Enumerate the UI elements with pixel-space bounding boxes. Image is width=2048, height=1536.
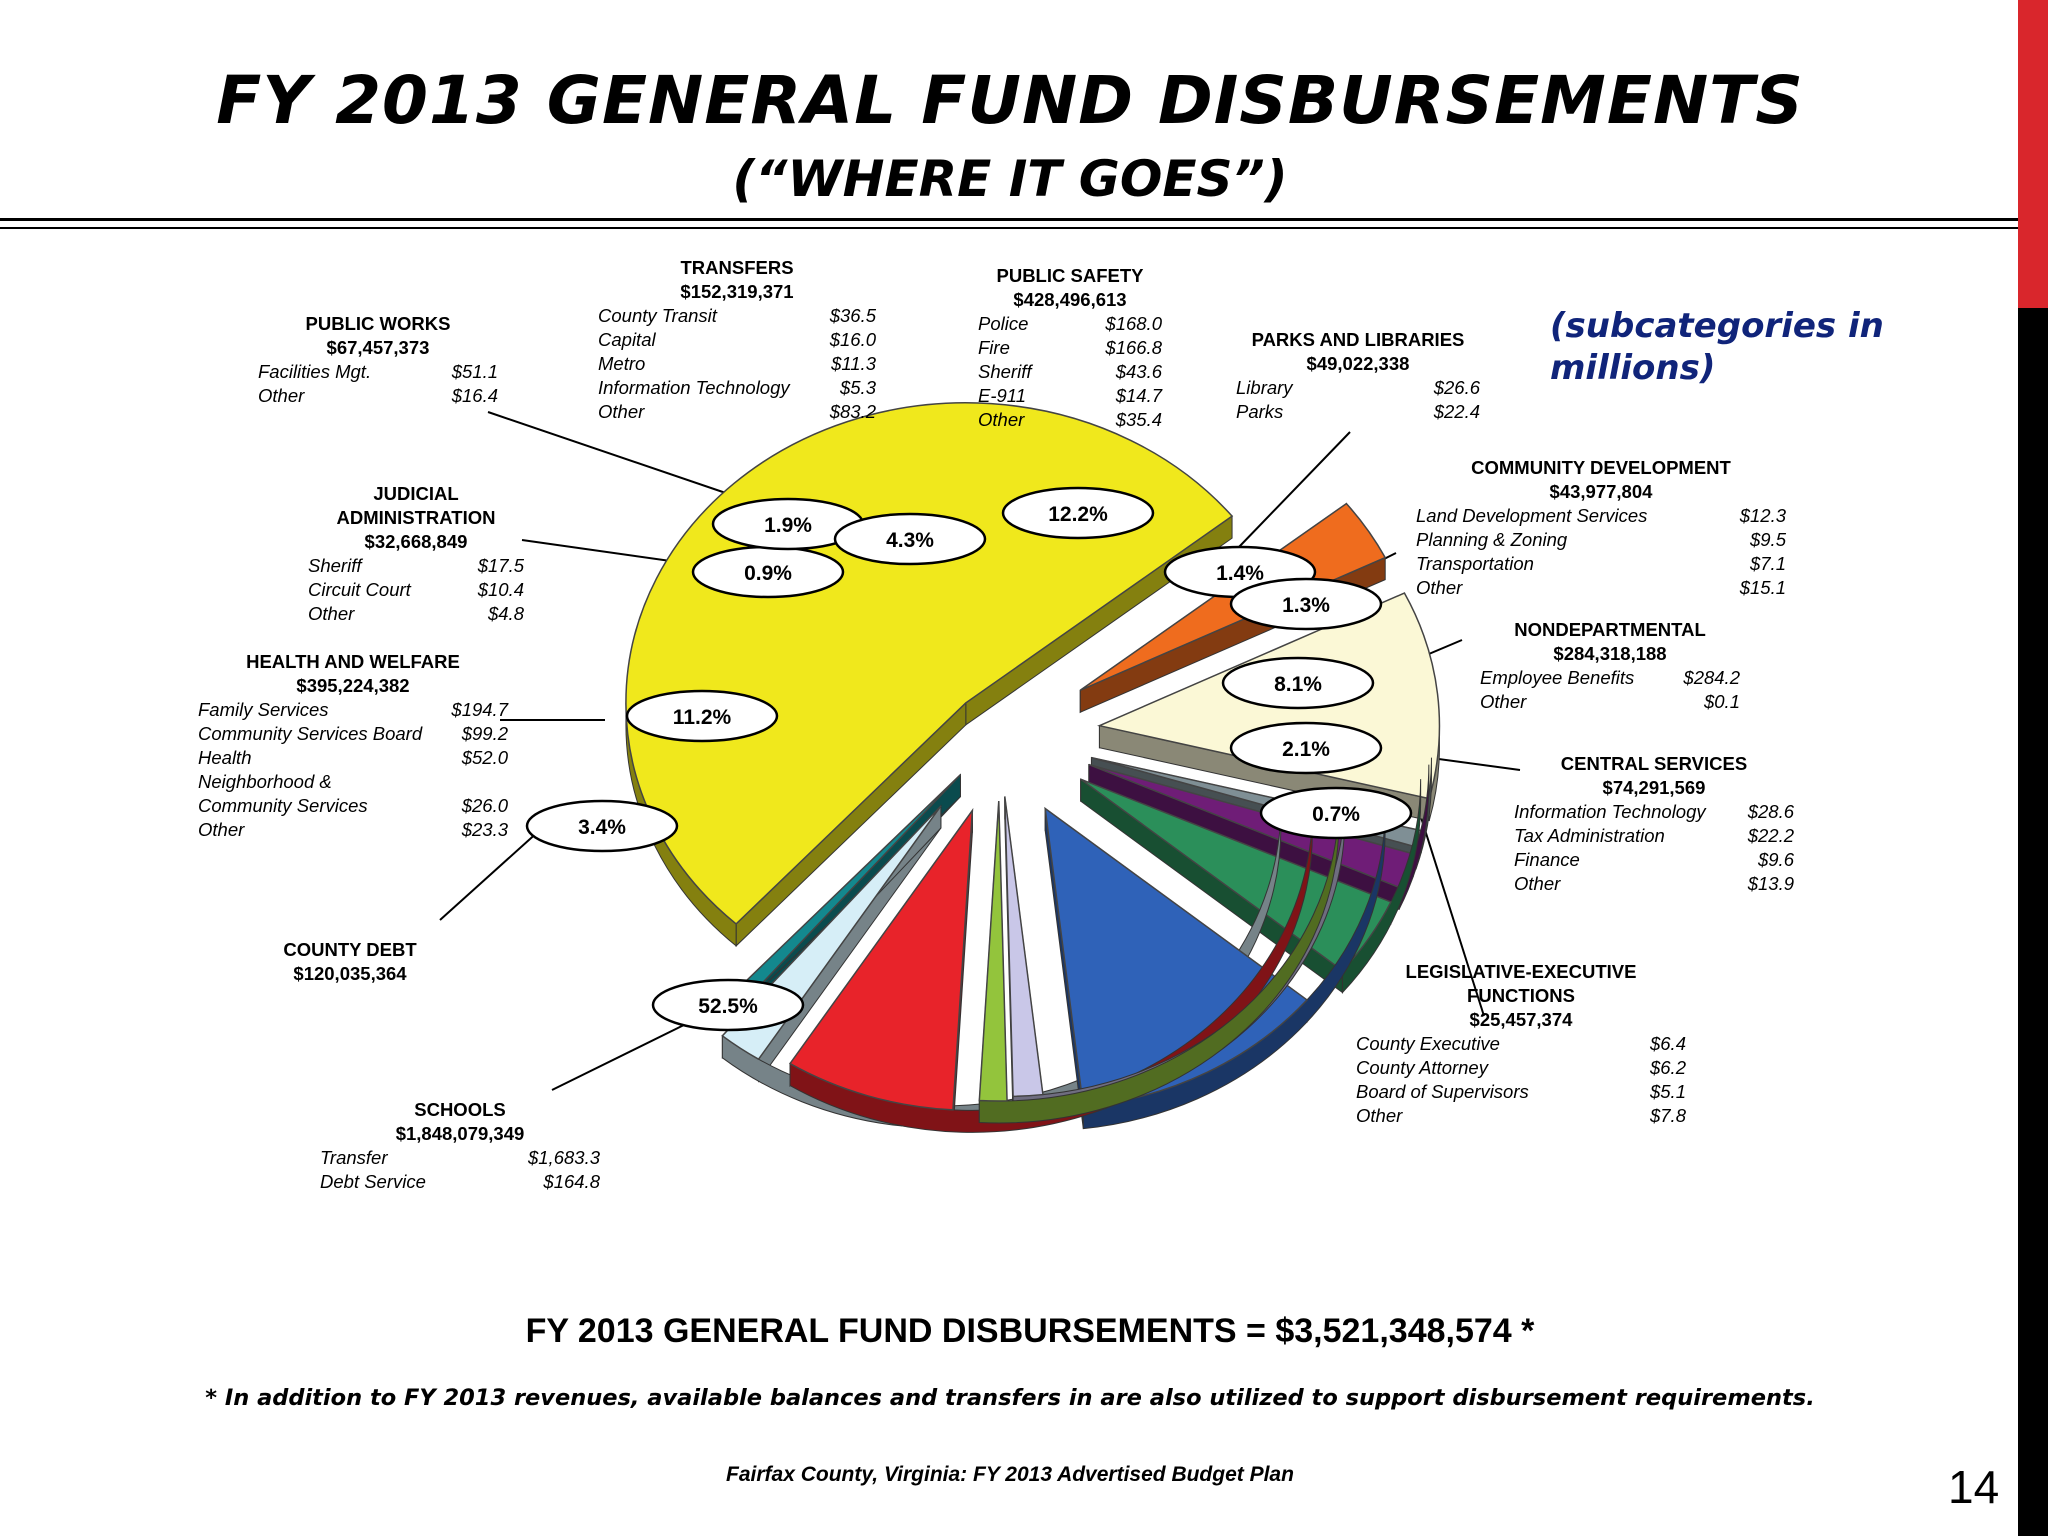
page-number: 14 <box>1948 1461 2000 1513</box>
category-amount: $74,291,569 <box>1602 777 1706 798</box>
category-label-county-debt <box>250 938 450 986</box>
category-label-community-development <box>1416 456 1786 600</box>
svg-text:12.2%: 12.2% <box>1048 503 1108 526</box>
subcategory-row <box>978 384 1162 408</box>
category-label-health-and-welfare <box>198 650 508 842</box>
subcategory-name: Neighborhood & <box>198 771 332 792</box>
subcategory-name: County Attorney <box>1356 1057 1488 1078</box>
subcategory-row <box>598 328 876 352</box>
leader-line-county-debt <box>440 830 540 920</box>
subcategory-row <box>1356 1056 1686 1080</box>
category-amount: $67,457,373 <box>326 337 430 358</box>
subcategory-value: $6.2 <box>1649 1057 1686 1078</box>
subcategory-row <box>198 746 508 770</box>
subcategory-row <box>1514 824 1794 848</box>
category-amount: $120,035,364 <box>293 963 407 984</box>
svg-text:0.7%: 0.7% <box>1312 803 1360 826</box>
subcategory-value: $23.3 <box>461 819 508 840</box>
percent-label-transfers <box>835 514 985 564</box>
subcategory-name: Library <box>1236 377 1293 398</box>
category-name: TRANSFERS <box>680 257 794 278</box>
subcategory-name: Transportation <box>1416 553 1534 574</box>
category-amount: $1,848,079,349 <box>395 1123 525 1144</box>
subcategory-value: $1,683.3 <box>527 1147 600 1168</box>
subcategory-value: $99.2 <box>461 723 508 744</box>
subcategory-value: $12.3 <box>1739 505 1786 526</box>
subcategory-name: Finance <box>1514 849 1580 870</box>
subcategory-value: $52.0 <box>461 747 508 768</box>
subcategory-name: Family Services <box>198 699 329 720</box>
subcategory-row <box>1416 504 1786 528</box>
subcategory-value: $13.9 <box>1747 873 1794 894</box>
subcategory-name: Board of Supervisors <box>1356 1081 1529 1102</box>
subcategory-name: Fire <box>978 337 1010 358</box>
category-amount: $428,496,613 <box>1013 289 1127 310</box>
percent-label-legislative-executive-functions <box>1261 788 1411 838</box>
subcategory-value: $22.2 <box>1747 825 1794 846</box>
category-label-schools <box>320 1098 600 1194</box>
subcategory-value: $0.1 <box>1703 691 1740 712</box>
category-name: ADMINISTRATION <box>336 507 496 528</box>
percent-label-judicial-administration <box>693 547 843 597</box>
svg-text:8.1%: 8.1% <box>1274 673 1322 696</box>
category-name: CENTRAL SERVICES <box>1560 753 1748 774</box>
subcategory-row <box>308 602 524 626</box>
category-name: PUBLIC WORKS <box>305 313 451 334</box>
subcategory-row <box>198 818 508 842</box>
percent-label-county-debt <box>527 801 677 851</box>
subcategory-value: $14.7 <box>1115 385 1162 406</box>
slide-subtitle: (“WHERE IT GOES”) <box>732 150 1288 208</box>
subcategory-row <box>1356 1104 1686 1128</box>
percent-label-public-safety <box>1003 488 1153 538</box>
subcategory-value: $9.6 <box>1757 849 1794 870</box>
svg-text:1.9%: 1.9% <box>764 514 812 537</box>
percent-label-central-services <box>1231 723 1381 773</box>
subcategory-row <box>978 312 1162 336</box>
category-label-public-works <box>258 312 498 408</box>
category-name: PUBLIC SAFETY <box>996 265 1144 286</box>
subcategory-row <box>598 304 876 328</box>
subcategory-value: $16.0 <box>829 329 876 350</box>
subcategory-value: $11.3 <box>831 353 876 374</box>
leader-line-public-works <box>488 412 758 504</box>
subcategory-name: Debt Service <box>320 1171 426 1192</box>
subcategory-value: $35.4 <box>1115 409 1162 430</box>
category-name: HEALTH AND WELFARE <box>246 651 460 672</box>
subcategory-row <box>258 384 498 408</box>
svg-text:1.4%: 1.4% <box>1216 562 1264 585</box>
subcategory-name: County Transit <box>598 305 717 326</box>
subcategory-row <box>198 770 508 794</box>
subcategory-name: Police <box>978 313 1029 334</box>
subcategory-name: Information Technology <box>1514 801 1706 822</box>
subcategory-name: Other <box>978 409 1025 430</box>
subcategory-name: County Executive <box>1356 1033 1500 1054</box>
subcategory-value: $17.5 <box>477 555 524 576</box>
subcategory-row <box>320 1146 600 1170</box>
subcategory-value: $7.1 <box>1749 553 1786 574</box>
category-amount: $25,457,374 <box>1469 1009 1573 1030</box>
category-name: SCHOOLS <box>414 1099 506 1120</box>
subcategory-name: Sheriff <box>978 361 1032 382</box>
footnote: * In addition to FY 2013 revenues, available balances and transfers in are also utilized to support disbursement requirements. <box>205 1385 1815 1411</box>
subcategory-name: Circuit Court <box>308 579 411 600</box>
subcategory-row <box>1480 690 1740 714</box>
subcategory-row <box>308 578 524 602</box>
subcategory-note: (subcategories in millions) <box>1550 306 1884 388</box>
total-disbursements: FY 2013 GENERAL FUND DISBURSEMENTS = $3,521,348,574 * <box>525 1312 1535 1350</box>
subcategory-value: $9.5 <box>1749 529 1786 550</box>
category-amount: $152,319,371 <box>680 281 794 302</box>
subcategory-value: $194.7 <box>451 699 508 720</box>
category-label-public-safety <box>978 264 1162 432</box>
category-name: FUNCTIONS <box>1467 985 1575 1006</box>
category-amount: $395,224,382 <box>296 675 410 696</box>
subcategory-row <box>1236 400 1480 424</box>
subcategory-value: $166.8 <box>1105 337 1162 358</box>
subcategory-name: Other <box>308 603 355 624</box>
subcategory-row <box>1480 666 1740 690</box>
svg-text:0.9%: 0.9% <box>744 562 792 585</box>
svg-text:11.2%: 11.2% <box>672 706 732 729</box>
subcategory-name: Health <box>198 747 252 768</box>
subcategory-name: Facilities Mgt. <box>258 361 372 382</box>
category-label-judicial-administration <box>308 482 524 626</box>
subcategory-row <box>598 352 876 376</box>
category-amount: $32,668,849 <box>364 531 468 552</box>
category-label-legislative-executive-functions <box>1356 960 1686 1128</box>
subcategory-value: $26.6 <box>1433 377 1480 398</box>
source-line: Fairfax County, Virginia: FY 2013 Advertised Budget Plan <box>726 1463 1294 1486</box>
svg-text:4.3%: 4.3% <box>886 529 934 552</box>
percent-label-health-and-welfare <box>627 691 777 741</box>
category-label-parks-and-libraries <box>1236 328 1480 424</box>
subcategory-value: $7.8 <box>1649 1105 1686 1126</box>
subcategory-name: Planning & Zoning <box>1416 529 1568 550</box>
subcategory-row <box>1416 528 1786 552</box>
subcategory-row <box>1416 576 1786 600</box>
subcategory-row <box>198 794 508 818</box>
category-name: PARKS AND LIBRARIES <box>1251 329 1465 350</box>
subcategory-row <box>978 408 1162 432</box>
category-name: COMMUNITY DEVELOPMENT <box>1471 457 1731 478</box>
subcategory-name: Community Services <box>198 795 368 816</box>
subcategory-name: Community Services Board <box>198 723 423 744</box>
subcategory-value: $51.1 <box>451 361 498 382</box>
subcategory-value: $284.2 <box>1683 667 1740 688</box>
subcategory-row <box>1514 872 1794 896</box>
subcategory-name: Tax Administration <box>1514 825 1665 846</box>
subcategory-value: $36.5 <box>829 305 876 326</box>
subcategory-name: Employee Benefits <box>1480 667 1635 688</box>
subcategory-value: $15.1 <box>1739 577 1786 598</box>
svg-text:3.4%: 3.4% <box>578 816 626 839</box>
subcategory-value: $4.8 <box>487 603 524 624</box>
category-label-transfers <box>598 256 876 424</box>
subcategory-value: $28.6 <box>1747 801 1794 822</box>
leader-line-schools <box>552 1022 690 1090</box>
subcategory-value: $26.0 <box>461 795 508 816</box>
percent-label-schools <box>653 980 803 1030</box>
slide-title: FY 2013 GENERAL FUND DISBURSEMENTS <box>216 62 1804 139</box>
subcategory-name: Transfer <box>320 1147 388 1168</box>
subcategory-row <box>1514 800 1794 824</box>
category-name: NONDEPARTMENTAL <box>1514 619 1706 640</box>
subcategory-value: $43.6 <box>1115 361 1162 382</box>
category-label-nondepartmental <box>1480 618 1740 714</box>
subcategory-value: $83.2 <box>829 401 876 422</box>
subcategory-value: $10.4 <box>477 579 524 600</box>
subcategory-name: Other <box>198 819 245 840</box>
subcategory-name: Other <box>1356 1105 1403 1126</box>
subcategory-row <box>258 360 498 384</box>
subcategory-name: Other <box>1514 873 1561 894</box>
subcategory-name: E-911 <box>978 385 1026 406</box>
svg-text:52.5%: 52.5% <box>698 995 758 1018</box>
subcategory-name: Land Development Services <box>1416 505 1648 526</box>
percent-label-community-development <box>1231 579 1381 629</box>
subcategory-row <box>198 722 508 746</box>
svg-text:1.3%: 1.3% <box>1282 594 1330 617</box>
subcategory-name: Parks <box>1236 401 1284 422</box>
subcategory-row <box>320 1170 600 1194</box>
subcategory-row <box>1416 552 1786 576</box>
category-name: JUDICIAL <box>373 483 459 504</box>
subcategory-value: $22.4 <box>1433 401 1480 422</box>
subcategory-name: Other <box>258 385 305 406</box>
subcategory-name: Sheriff <box>308 555 362 576</box>
subcategory-name: Other <box>1416 577 1463 598</box>
category-amount: $43,977,804 <box>1549 481 1653 502</box>
category-amount: $284,318,188 <box>1553 643 1667 664</box>
subcategory-row <box>598 400 876 424</box>
subcategory-row <box>598 376 876 400</box>
subcategory-row <box>1514 848 1794 872</box>
subcategory-row <box>978 360 1162 384</box>
subcategory-name: Information Technology <box>598 377 790 398</box>
subcategory-row <box>198 698 508 722</box>
subcategory-name: Metro <box>598 353 646 374</box>
subcategory-value: $164.8 <box>543 1171 600 1192</box>
subcategory-value: $5.3 <box>839 377 876 398</box>
subcategory-row <box>1236 376 1480 400</box>
subcategory-name: Other <box>1480 691 1527 712</box>
subcategory-row <box>1356 1080 1686 1104</box>
subcategory-name: Other <box>598 401 645 422</box>
subcategory-value: $16.4 <box>451 385 498 406</box>
subcategory-row <box>308 554 524 578</box>
category-label-central-services <box>1514 752 1794 896</box>
subcategory-row <box>978 336 1162 360</box>
subcategory-name: Capital <box>598 329 656 350</box>
category-amount: $49,022,338 <box>1306 353 1410 374</box>
svg-text:2.1%: 2.1% <box>1282 738 1330 761</box>
category-name: COUNTY DEBT <box>283 939 417 960</box>
subcategory-value: $168.0 <box>1105 313 1162 334</box>
subcategory-value: $5.1 <box>1649 1081 1686 1102</box>
subcategory-row <box>1356 1032 1686 1056</box>
category-name: LEGISLATIVE-EXECUTIVE <box>1405 961 1637 982</box>
subcategory-value: $6.4 <box>1649 1033 1686 1054</box>
percent-label-nondepartmental <box>1223 658 1373 708</box>
